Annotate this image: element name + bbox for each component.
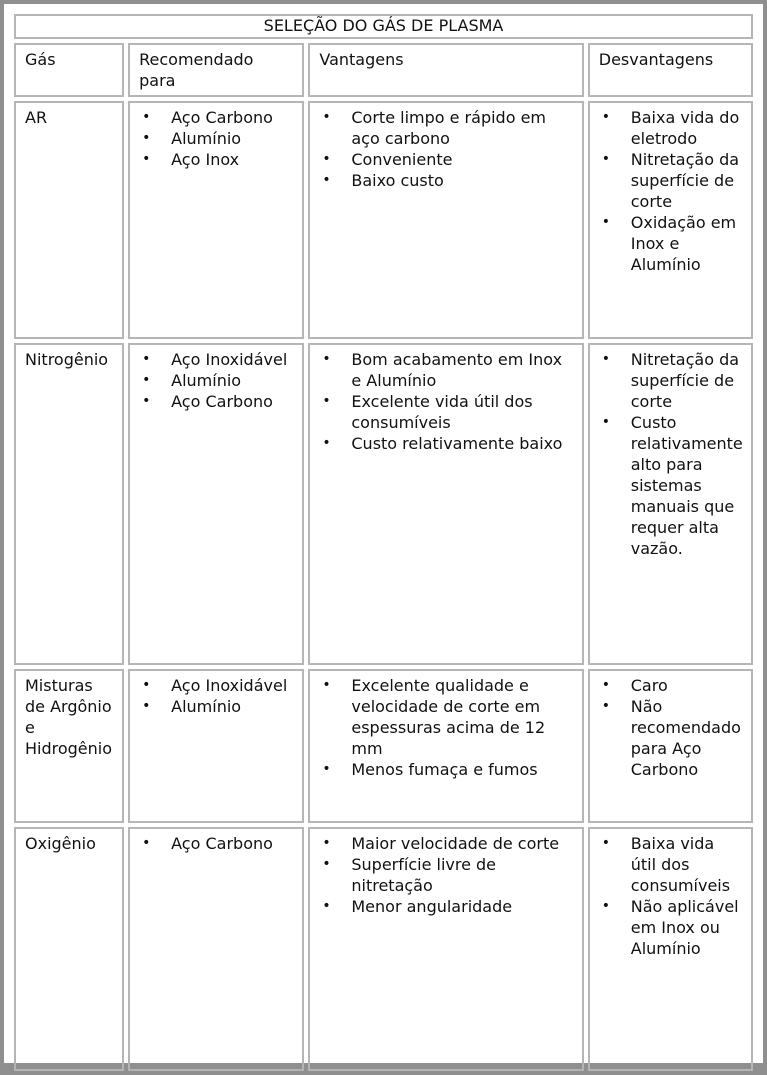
- list-item: • Aço Inoxidável: [171, 349, 294, 370]
- gas-name: Oxigênio: [14, 827, 124, 1071]
- list-item: • Corte limpo e rápido em aço carbono: [351, 107, 573, 149]
- disadvantages-cell: [588, 101, 753, 339]
- table-title: SELEÇÃO DO GÁS DE PLASMA: [14, 14, 753, 39]
- list-item: • Superfície livre de nitretação: [351, 854, 573, 896]
- list-item: • Custo relativamente baixo: [351, 433, 573, 454]
- list-item: • Menor angularidade: [351, 896, 573, 917]
- plasma-gas-table: [10, 10, 757, 1075]
- table-row: [14, 343, 753, 665]
- list-item: • Baixo custo: [351, 170, 573, 191]
- list-item: • Aço Carbono: [171, 391, 294, 412]
- recommended-cell: [128, 101, 304, 339]
- list-item: • Baixa vida do eletrodo: [631, 107, 743, 149]
- gas-name: Misturas de Argônio e Hidrogênio: [14, 669, 124, 823]
- list-item: • Alumínio: [171, 696, 294, 717]
- header-gas: Gás: [14, 43, 124, 97]
- list-item: • Excelente vida útil dos consumíveis: [351, 391, 573, 433]
- table-row: [14, 827, 753, 1071]
- list-item: • Nitretação da superfície de corte: [631, 149, 743, 212]
- header-disadvantages: Desvantagens: [588, 43, 753, 97]
- advantages-cell: [308, 343, 583, 665]
- header-advantages: Vantagens: [308, 43, 583, 97]
- list-item: • Aço Carbono: [171, 833, 294, 854]
- header-recommended: Recomendado para: [128, 43, 304, 97]
- list-item: • Bom acabamento em Inox e Alumínio: [351, 349, 573, 391]
- list-item: • Excelente qualidade e velocidade de corte em espessuras acima de 12 mm: [351, 675, 573, 759]
- advantages-cell: [308, 827, 583, 1071]
- list-item: • Alumínio: [171, 128, 294, 149]
- list-item: • Aço Inox: [171, 149, 294, 170]
- list-item: • Alumínio: [171, 370, 294, 391]
- table-row: [14, 669, 753, 823]
- list-item: • Oxidação em Inox e Alumínio: [631, 212, 743, 275]
- recommended-cell: [128, 669, 304, 823]
- gas-name: Nitrogênio: [14, 343, 124, 665]
- gas-name: AR: [14, 101, 124, 339]
- list-item: • Conveniente: [351, 149, 573, 170]
- disadvantages-cell: [588, 827, 753, 1071]
- list-item: • Não recomendado para Aço Carbono: [631, 696, 743, 780]
- recommended-cell: [128, 343, 304, 665]
- list-item: • Custo relativamente alto para sistemas manuais que requer alta vazão.: [631, 412, 743, 559]
- list-item: • Não aplicável em Inox ou Alumínio: [631, 896, 743, 959]
- list-item: • Caro: [631, 675, 743, 696]
- list-item: • Maior velocidade de corte: [351, 833, 573, 854]
- list-item: • Baixa vida útil dos consumíveis: [631, 833, 743, 896]
- table-row: [14, 101, 753, 339]
- list-item: • Aço Carbono: [171, 107, 294, 128]
- list-item: • Aço Inoxidável: [171, 675, 294, 696]
- list-item: • Nitretação da superfície de corte: [631, 349, 743, 412]
- disadvantages-cell: [588, 343, 753, 665]
- disadvantages-cell: [588, 669, 753, 823]
- advantages-cell: [308, 101, 583, 339]
- page-frame: [4, 4, 763, 1063]
- advantages-cell: [308, 669, 583, 823]
- list-item: • Menos fumaça e fumos: [351, 759, 573, 780]
- recommended-cell: [128, 827, 304, 1071]
